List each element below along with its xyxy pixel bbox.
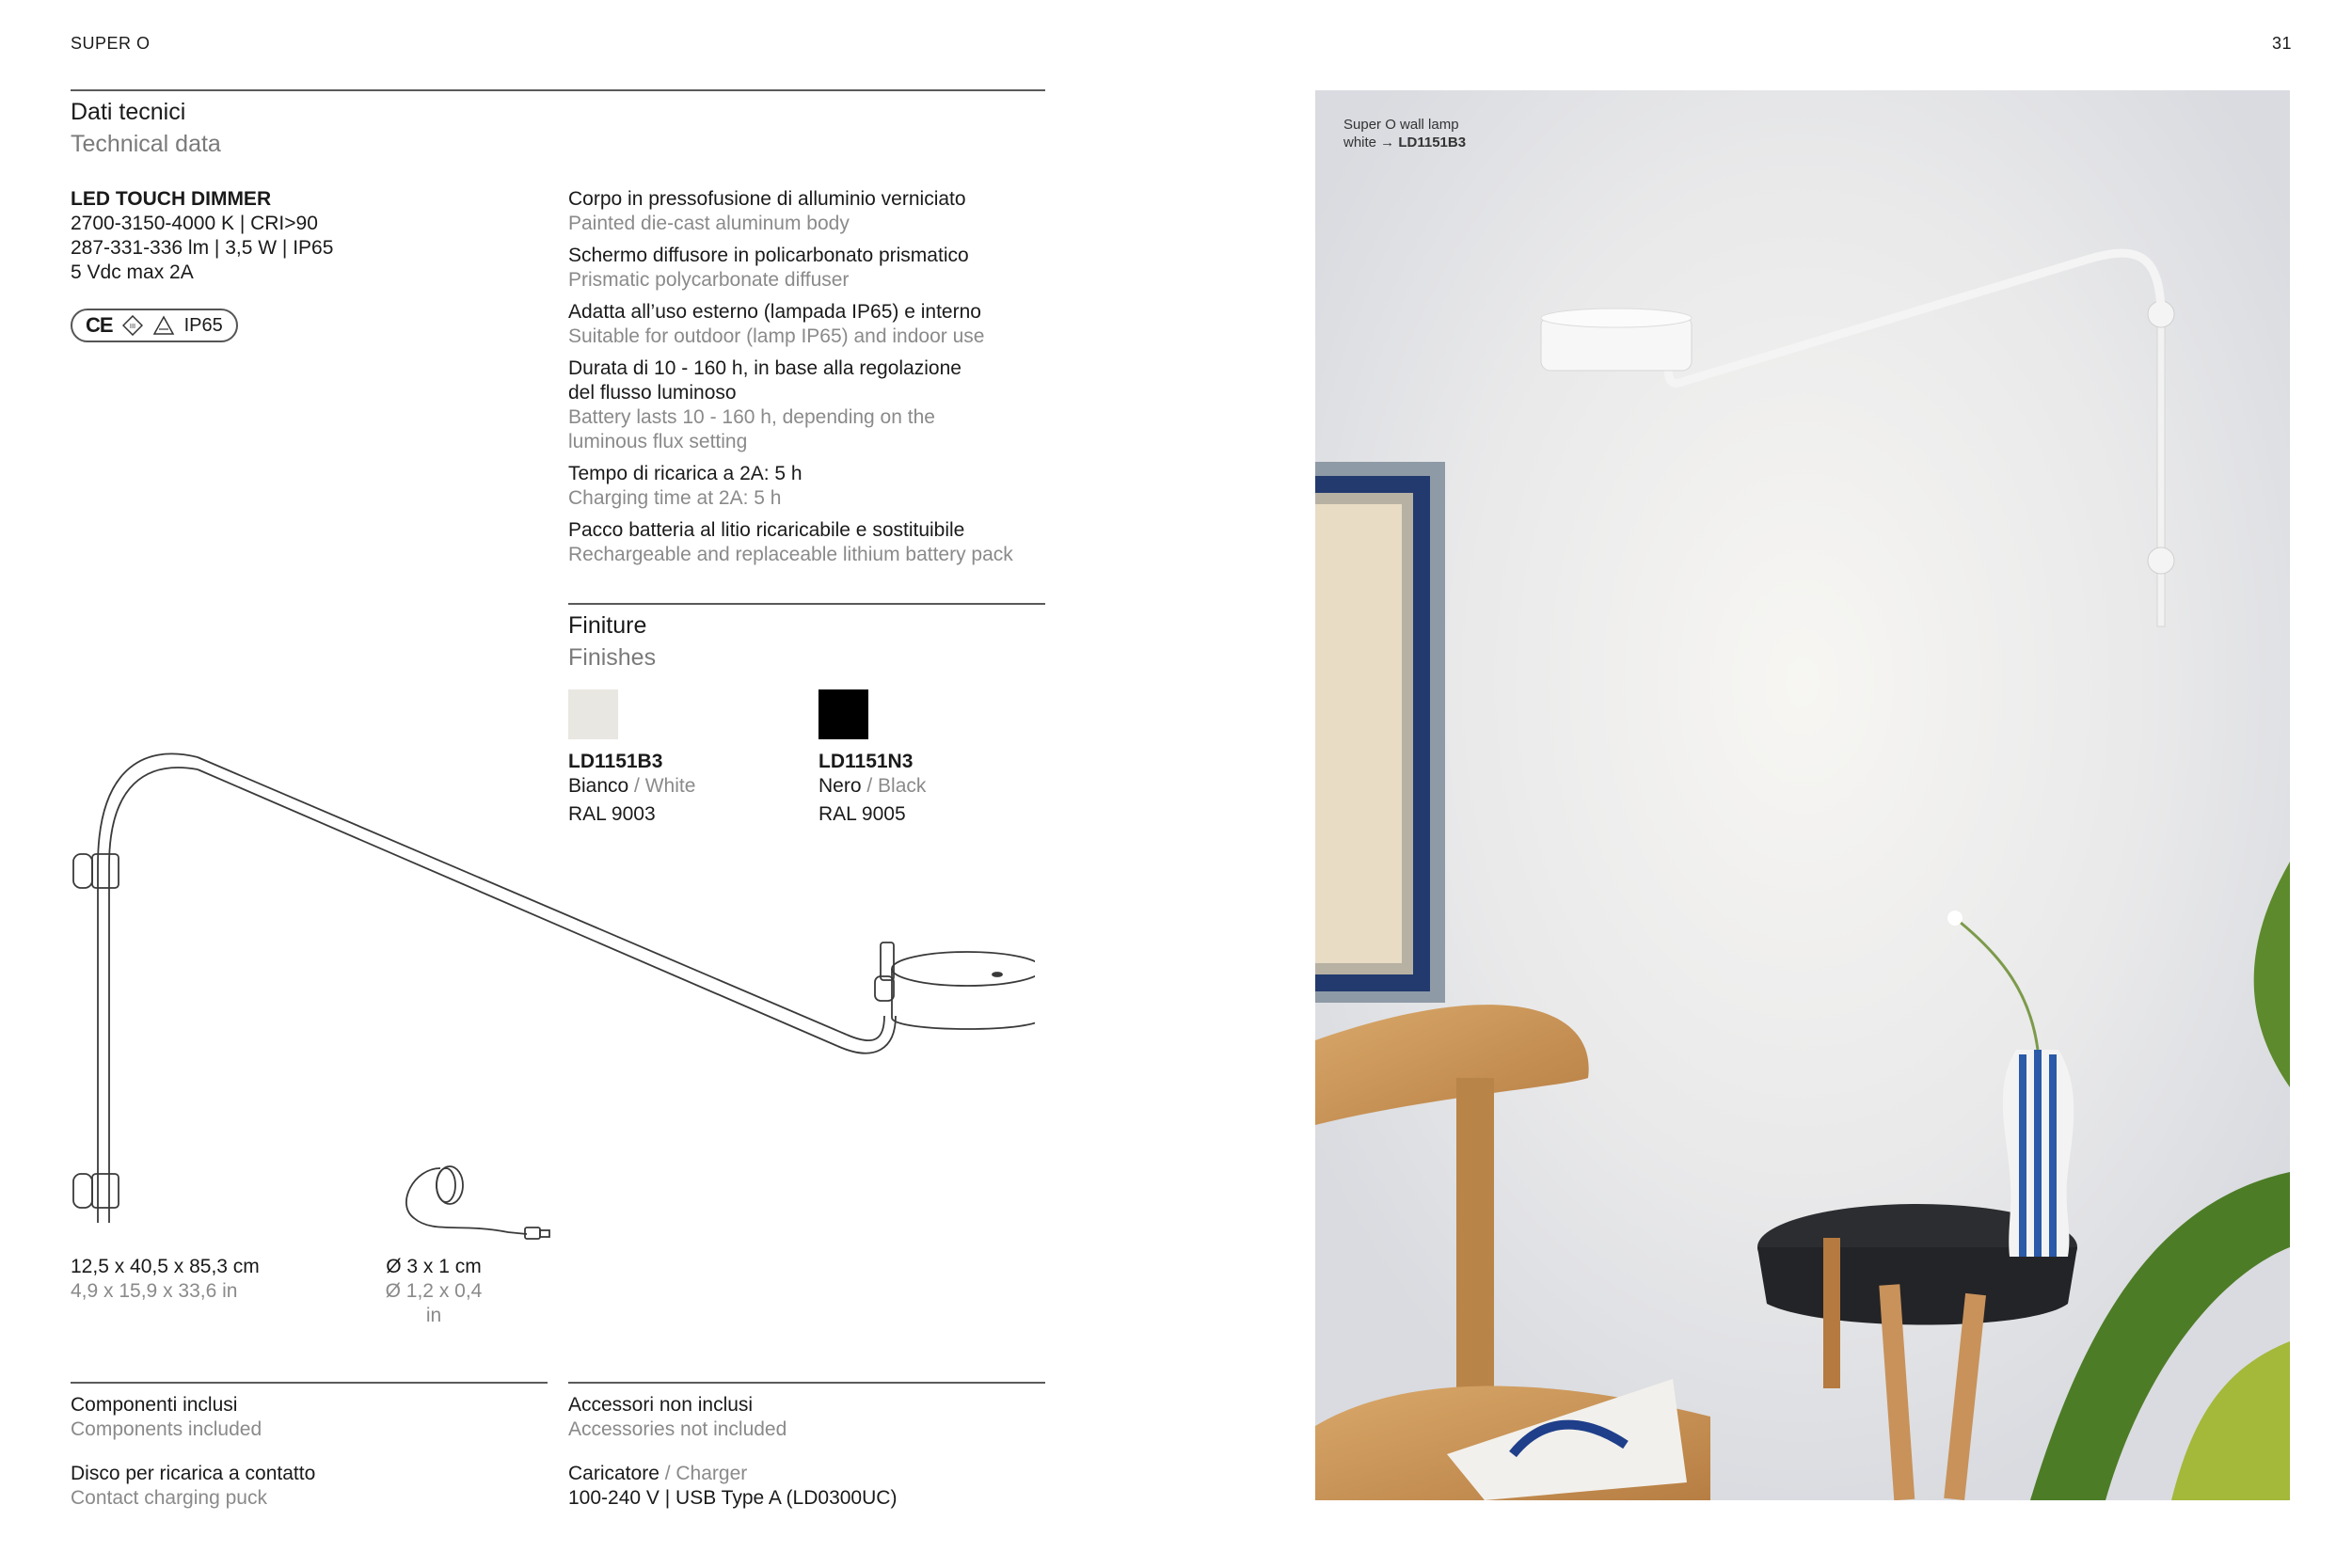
led-color-temp: 2700-3150-4000 K | CRI>90 xyxy=(71,213,318,234)
ip-rating: IP65 xyxy=(183,314,223,336)
led-title: LED TOUCH DIMMER xyxy=(71,188,272,210)
spec-en: Charging time at 2A: 5 h xyxy=(568,487,782,509)
accessory-sep: / xyxy=(659,1463,676,1484)
component-item-en: Contact charging puck xyxy=(71,1487,267,1509)
accessory-spec: 100-240 V | USB Type A (LD0300UC) xyxy=(568,1487,898,1509)
puck-dimensions xyxy=(377,1255,490,1328)
dimension-in: Ø 1,2 x 0,4 in xyxy=(385,1280,483,1326)
finish-name-it: Nero xyxy=(818,775,862,797)
heading-it: Dati tecnici xyxy=(71,99,186,125)
warning-triangle-icon xyxy=(152,315,175,336)
spec-en: Painted die-cast aluminum body xyxy=(568,213,850,234)
spec-en: Prismatic polycarbonate diffuser xyxy=(568,269,850,291)
led-spec-block xyxy=(71,187,333,285)
accessories-title-en: Accessories not included xyxy=(568,1418,787,1440)
spec-it: Pacco batteria al litio ricaricabile e sostituibile xyxy=(568,519,965,541)
spec-it: Corpo in pressofusione di alluminio verniciato xyxy=(568,188,966,210)
spec-en: luminous flux setting xyxy=(568,431,748,452)
accessories-title-it: Accessori non inclusi xyxy=(568,1394,754,1416)
caption-line1: Super O wall lamp xyxy=(1343,117,1459,133)
components-title-it: Componenti inclusi xyxy=(71,1394,238,1416)
divider xyxy=(568,1382,1045,1384)
finish-swatch-black xyxy=(818,689,868,739)
spec-body xyxy=(568,187,1048,236)
finish-name-it: Bianco xyxy=(568,775,629,797)
finish-name-en: Black xyxy=(878,775,927,797)
heading-en: Finishes xyxy=(568,644,657,671)
spec-battery-life xyxy=(568,356,1048,454)
component-item-it: Disco per ricarica a contatto xyxy=(71,1463,316,1484)
caption-code: LD1151B3 xyxy=(1398,135,1467,150)
spec-en: Suitable for outdoor (lamp IP65) and indoor use xyxy=(568,325,985,347)
divider xyxy=(568,603,1045,605)
finish-code: LD1151B3 xyxy=(568,751,663,772)
finishes-heading xyxy=(568,610,656,673)
accessory-item xyxy=(568,1462,897,1486)
page-number: 31 xyxy=(2271,34,2292,53)
components-included xyxy=(71,1393,315,1511)
dimension-in: 4,9 x 15,9 x 33,6 in xyxy=(71,1280,238,1302)
caption-line2 xyxy=(1343,134,1466,151)
spec-it: Durata di 10 - 160 h, in base alla regolazione xyxy=(568,357,961,379)
dimension-cm: Ø 3 x 1 cm xyxy=(386,1256,482,1277)
svg-text:III: III xyxy=(129,323,135,330)
finish-name-en: White xyxy=(644,775,696,797)
caption-prefix: white → xyxy=(1343,135,1399,150)
divider xyxy=(71,89,1045,91)
certification-badge xyxy=(71,309,238,342)
lamp-dimensions xyxy=(71,1255,260,1304)
led-lumens: 287-331-336 lm | 3,5 W | IP65 xyxy=(71,237,334,259)
class-iii-icon xyxy=(122,315,143,336)
spec-it: Schermo diffusore in policarbonato prismatico xyxy=(568,245,969,266)
dimension-cm: 12,5 x 40,5 x 85,3 cm xyxy=(71,1256,260,1277)
ce-mark-icon: CE xyxy=(86,313,113,337)
technical-data-heading xyxy=(71,96,221,160)
product-photo xyxy=(1315,90,2290,1500)
spec-it: Adatta all’uso esterno (lampada IP65) e interno xyxy=(568,301,981,323)
components-title-en: Components included xyxy=(71,1418,262,1440)
finish-code: LD1151N3 xyxy=(818,751,914,772)
finish-ral: RAL 9003 xyxy=(568,803,656,825)
led-power: 5 Vdc max 2A xyxy=(71,261,194,283)
finish-swatch-white xyxy=(568,689,618,739)
finish-sep: / xyxy=(628,775,645,797)
accessory-item-it: Caricatore xyxy=(568,1463,660,1484)
spec-battery-pack xyxy=(568,518,1048,567)
spec-it: del flusso luminoso xyxy=(568,382,737,404)
finish-sep: / xyxy=(861,775,879,797)
spec-en: Rechargeable and replaceable lithium battery pack xyxy=(568,544,1013,565)
section-title: SUPER O xyxy=(71,34,151,53)
spec-list xyxy=(568,187,1048,575)
spec-en: Battery lasts 10 - 160 h, depending on the xyxy=(568,406,935,428)
divider xyxy=(71,1382,548,1384)
accessories-not-included xyxy=(568,1393,897,1511)
spec-usage xyxy=(568,300,1048,349)
finish-ral: RAL 9005 xyxy=(818,803,906,825)
heading-en: Technical data xyxy=(71,131,221,157)
heading-it: Finiture xyxy=(568,612,647,639)
photo-caption xyxy=(1343,116,1466,151)
spec-charging-time xyxy=(568,462,1048,511)
spec-it: Tempo di ricarica a 2A: 5 h xyxy=(568,463,803,484)
photo-scene xyxy=(1315,90,2290,1500)
lamp-line-drawing xyxy=(56,734,1035,1260)
spec-diffuser xyxy=(568,244,1048,293)
accessory-item-en: Charger xyxy=(675,1463,748,1484)
